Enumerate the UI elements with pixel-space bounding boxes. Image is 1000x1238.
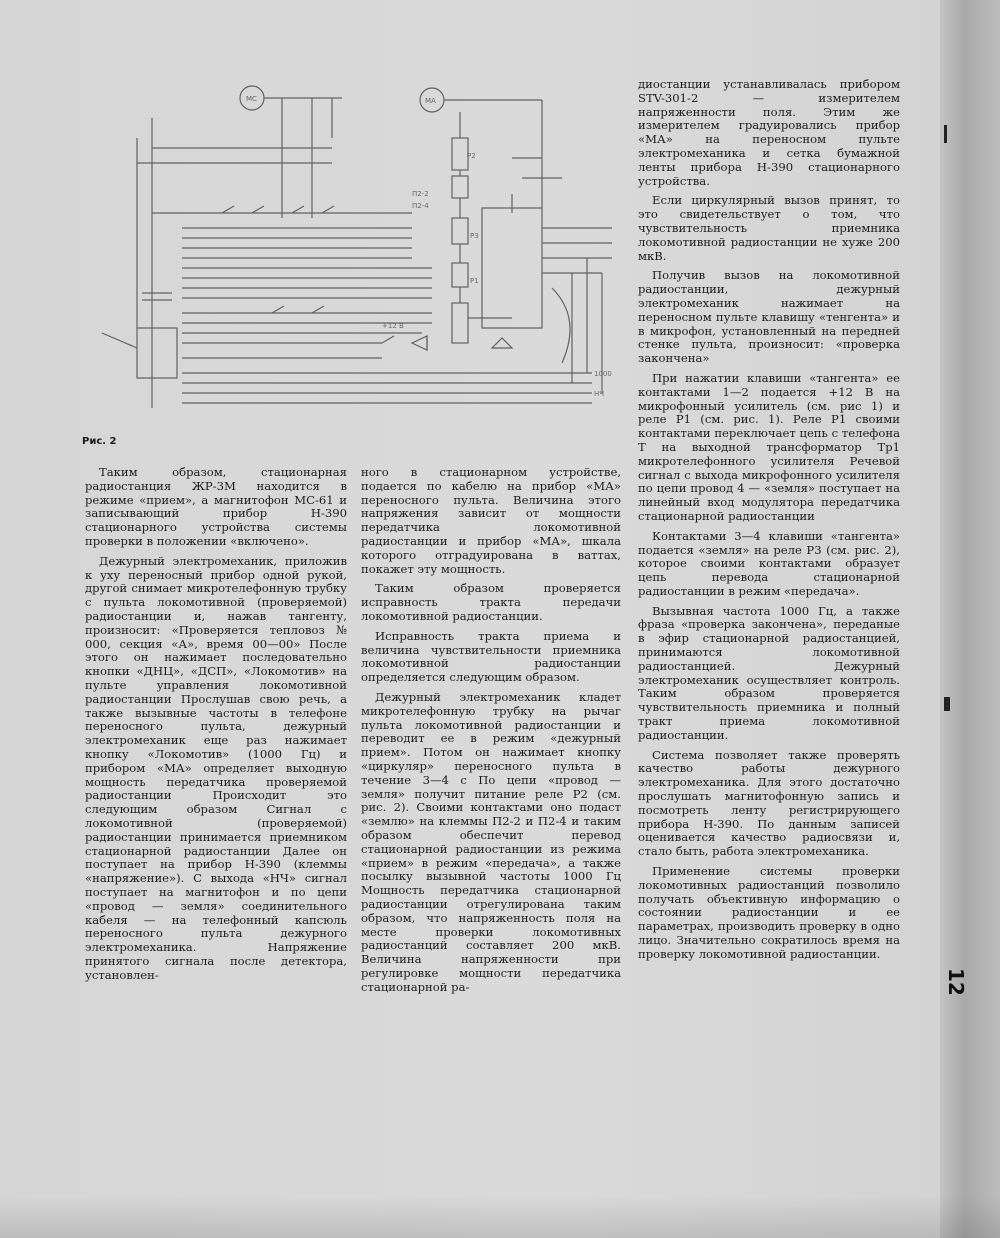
page-edge-shadow [940, 0, 1000, 1238]
diagram-label: +12 В [382, 322, 404, 330]
diagram-label: НЧ [594, 390, 605, 398]
figure-caption: Рис. 2 [82, 436, 117, 447]
circuit-diagram-svg [82, 78, 622, 428]
paragraph: Применение системы проверки локомотивных радиостанций позволило получать объективную информацию о состоянии радиостанции и ее параметрах, производить проверку в одно лицо. Значительно сократилось время на проверку локомотивной радиостанции. [638, 864, 900, 961]
paragraph: ного в стационарном устройстве, подается по кабелю на прибор «МА» переносного пульта. Величина этого напряжения зависит от мощности передатчика локомотивной радиостанции и прибор «МА», шкала которого отградуирована в ваттах, покажет эту мощность. [361, 465, 621, 576]
diagram-label: 1000 [594, 370, 612, 378]
edge-mark-top [944, 125, 947, 143]
paragraph: Таким образом проверяется исправность тракта передачи локомотивной радиостанции. [361, 581, 621, 623]
page-number: 12 [944, 968, 968, 996]
diagram-label: МС [246, 95, 257, 103]
paragraph: Если циркулярный вызов принят, то это свидетельствует о том, что чувствительность приемника локомотивной радиостанции не хуже 200 мкВ. [638, 193, 900, 263]
paragraph: Дежурный электромеханик, приложив к уху переносный прибор одной рукой, другой снимает микротелефонную трубку с пульта локомотивной (проверяемой) радиостанции и, нажав тангенту, произносит: «Проверяется тепловоз № 000, секция «А», время 00—00» После этого он нажимает последовательно кнопки «ДНЦ», «ДСП», «Локомотив» на пульте управления локомотивной радиостанции Прослушав свою речь, а также вызывные частоты в телефоне переносного пульта, дежурный электромеханик еще раз нажимает кнопку «Локомотив» (1000 Гц) и прибором «МА» определяет выходную мощность передатчика проверяемой радиостанции Происходит это следующим образом Сигнал с локомотивной (проверяемой) радиостанции принимается приемником стационарной радиостанции Далее он поступает на прибор Н-390 (клеммы «напряжение»). С выхода «НЧ» сигнал поступает на магнитофон и по цепи «провод — земля» соединительного кабеля — на телефонный капсюль переносного пульта дежурного электромеханика. Напряжение принятого сигнала после детектора, установлен- [85, 553, 347, 982]
paragraph: диостанции устанавливалась прибором STV-301-2 — измерителем напряженности поля. Этим же измерителем градуировались прибор «МА» на переносном пульте электромеханика и сетка бумажной ленты прибора Н-390 стационарного устройства. [638, 77, 900, 188]
text-column-1 [85, 466, 347, 988]
paragraph: Вызывная частота 1000 Гц, а также фраза «проверка закончена», переданые в эфир стационарной радиостанцией, принимаются локомотивной радиостанцией. Дежурный электромеханик осуществляет контроль. Таким образом проверяется чувствительность приемника и полный тракт приема локомотивной радиостанции. [638, 603, 900, 742]
diagram-label: Р2 [467, 152, 476, 160]
paragraph: Таким образом, стационарная радиостанция ЖР-3М находится в режиме «прием», а магнитофон МС-61 и записывающий прибор Н-390 стационарного устройства системы проверки в положении «включено». [85, 465, 347, 548]
edge-mark-middle [944, 697, 950, 711]
paragraph: При нажатии клавиши «тангента» ее контактами 1—2 подается +12 В на микрофонный усилитель (см. рис 1) и реле Р1 (см. рис. 1). Реле Р1 своими контактами переключает цепь с телефона Т на выходной трансформатор Тр1 микротелефонного усилителя Речевой сигнал с выхода микрофонного усилителя по цепи провод 4 — «земля» поступает на линейный вход модулятора передатчика стационарной радиостанции [638, 370, 900, 523]
diagram-label: Р3 [470, 232, 479, 240]
paragraph: Исправность тракта приема и величина чувствительности приемника локомотивной радиостанции определяется следующим образом. [361, 628, 621, 685]
paragraph: Получив вызов на локомотивной радиостанции, дежурный электромеханик нажимает на переносном пульте клавишу «тенгента» и в микрофон, установленный на передней стенке пульта, произносит: «проверка закончена» [638, 268, 900, 366]
paragraph: Система позволяет также проверять качество работы дежурного электромеханика. Для этого достаточно прослушать магнитофонную запись и посмотреть ленту регистрирующего прибора Н-390. По данным записей оценивается качество радиосвязи и, стало быть, работа электромеханика. [638, 747, 900, 859]
text-column-2 [361, 466, 621, 1000]
diagram-label: МА [425, 97, 436, 105]
diagram-label: П2-4 [412, 202, 429, 210]
diagram-label: П2-2 [412, 190, 429, 198]
bottom-shadow [0, 1195, 1000, 1238]
text-column-3 [638, 78, 900, 968]
paragraph: Контактами 3—4 клавиши «тангента» подается «земля» на реле Р3 (см. рис. 2), которое своими контактами образует цепь перевода стационарной радиостанции в режим «передача». [638, 528, 900, 598]
diagram-label: Р1 [470, 277, 479, 285]
paragraph: Дежурный электромеханик кладет микротелефонную трубку на рычаг пульта локомотивной радиостанции и переводит ее в режим «дежурный прием». Потом он нажимает кнопку «циркуляр» переносного пульта в течение 3—4 с По цепи «провод — земля» получит питание реле Р2 (см. рис. 2). Своими контактами оно подаст «землю» на клеммы П2-2 и П2-4 и таким образом обеспечит перевод стационарной радиостанции из режима «прием» в режим «передача», а также посылку вызывной частоты 1000 Гц Мощность передатчика стационарной радиостанции отрегулирована таким образом, что напряженность поля на месте проверки локомотивных радиостанций составляет 200 мкВ. Величина напряженности при регулировке мощности передатчика стационарной ра- [361, 689, 621, 994]
circuit-diagram [82, 78, 622, 428]
